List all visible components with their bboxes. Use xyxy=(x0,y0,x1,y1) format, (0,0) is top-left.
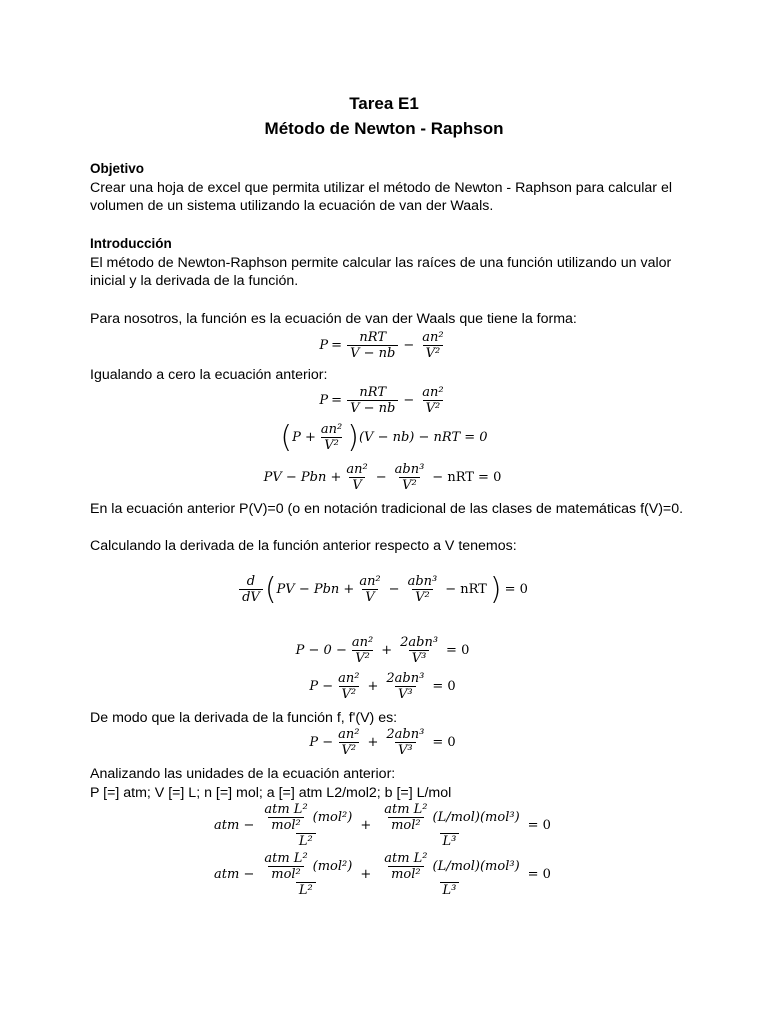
math-term: (mol²) xyxy=(312,859,353,874)
math-term: V² xyxy=(352,650,373,666)
math-term: L³ xyxy=(440,882,460,898)
math-term: nRT xyxy=(359,330,386,345)
paragraph-derivada: Calculando la derivada de la función anterior respecto a V tenemos: xyxy=(90,538,517,554)
equation-derivative-final xyxy=(0,727,768,758)
math-term: V xyxy=(362,589,377,605)
math-term: P xyxy=(319,338,329,353)
math-term: + xyxy=(367,679,379,694)
title-line2: Método de Newton - Raphson xyxy=(264,119,504,138)
math-term: an² xyxy=(320,422,343,437)
equation-vdw xyxy=(0,330,768,361)
math-term: L² xyxy=(296,833,316,849)
math-term xyxy=(397,635,441,666)
unidades-line2: P [=] atm; V [=] L; n [=] mol; a [=] atm L2/mol2; b [=] L/mol xyxy=(90,784,452,801)
math-term: an² xyxy=(346,462,368,477)
math-term xyxy=(261,802,310,833)
math-term xyxy=(383,727,427,758)
math-term xyxy=(319,385,448,416)
math-term xyxy=(256,851,355,898)
math-term xyxy=(296,635,473,666)
math-term: − xyxy=(375,470,387,485)
math-term: nRT xyxy=(359,385,386,400)
math-term: + xyxy=(381,643,393,658)
math-term: V² xyxy=(339,686,360,702)
math-term: = xyxy=(331,393,343,408)
math-term: = xyxy=(331,338,343,353)
paragraph-pv-zero: En la ecuación anterior P(V)=0 (o en notación tradicional de las clases de matemáticas f(V)=0. xyxy=(90,501,684,517)
math-term xyxy=(261,851,310,882)
math-term: P − xyxy=(309,679,334,694)
math-term: + xyxy=(360,818,372,833)
math-term xyxy=(319,330,448,361)
math-term: (L/mol)(mol³) xyxy=(432,810,520,825)
objetivo-heading: Objetivo xyxy=(90,161,145,176)
math-term: V² xyxy=(412,589,433,605)
math-term: V³ xyxy=(395,686,416,702)
introduccion-line1: El método de Newton-Raphson permite calcular las raíces de una función utilizando un valor xyxy=(90,254,672,271)
math-term: + xyxy=(360,867,372,882)
math-term xyxy=(405,574,441,605)
math-term xyxy=(381,802,430,833)
math-term: P xyxy=(319,393,329,408)
math-term: V³ xyxy=(409,650,430,666)
math-term: P − 0 − xyxy=(295,643,347,658)
title-line1: Tarea E1 xyxy=(349,94,419,113)
math-term: P + xyxy=(292,430,316,445)
paragraph-unidades xyxy=(90,765,690,802)
math-term xyxy=(309,671,458,702)
math-term xyxy=(239,574,263,605)
math-term xyxy=(214,802,554,849)
math-term: L³ xyxy=(440,833,460,849)
paragraph-derivada-f: De modo que la derivada de la función f, f'(V) es: xyxy=(90,710,398,726)
math-term: L² xyxy=(296,882,316,898)
math-term: V² xyxy=(399,477,420,493)
math-term xyxy=(237,571,531,607)
math-term: mol² xyxy=(388,866,424,882)
math-term: ) xyxy=(489,571,502,607)
math-term: an² xyxy=(359,574,381,589)
math-term: − nRT = 0 xyxy=(432,470,502,485)
math-term: P − xyxy=(309,735,334,750)
math-term: abn³ xyxy=(394,462,425,477)
objetivo-line2: volumen de un sistema utilizando la ecuación de van der Waals. xyxy=(90,198,494,215)
math-term: atm − xyxy=(214,818,255,833)
math-term: 2abn³ xyxy=(400,635,439,650)
math-term xyxy=(376,802,522,833)
equation-derivative-step1 xyxy=(0,635,768,666)
math-term: mol² xyxy=(268,866,304,882)
equation-expanded xyxy=(0,462,768,493)
objetivo-section xyxy=(90,160,690,216)
math-term: atm L² xyxy=(384,851,428,866)
math-term xyxy=(356,574,383,605)
math-term xyxy=(264,462,505,493)
math-term: = 0 xyxy=(446,643,470,658)
math-term: ( xyxy=(264,571,277,607)
math-term xyxy=(214,851,554,898)
math-term: V² xyxy=(339,742,360,758)
math-term xyxy=(335,671,362,702)
introduccion-heading: Introducción xyxy=(90,236,172,251)
math-term xyxy=(347,330,398,361)
math-term: + xyxy=(367,735,379,750)
equation-units-2 xyxy=(0,851,768,898)
math-term: mol² xyxy=(268,817,304,833)
math-term xyxy=(256,802,355,849)
objetivo-line1: Crear una hoja de excel que permita utilizar el método de Newton - Raphson para calcular el xyxy=(90,179,673,196)
math-term: 2abn³ xyxy=(386,727,425,742)
math-term xyxy=(335,727,362,758)
math-term: ) xyxy=(347,419,359,455)
math-term: − xyxy=(388,582,400,597)
math-term: (L/mol)(mol³) xyxy=(432,859,520,874)
math-term: V³ xyxy=(395,742,416,758)
math-term: = 0 xyxy=(527,818,551,833)
math-term xyxy=(376,851,522,882)
math-term: V² xyxy=(423,345,444,361)
math-term: an² xyxy=(422,385,444,400)
equation-derivative xyxy=(0,571,768,607)
math-term xyxy=(419,385,446,416)
math-term: PV − Pbn + xyxy=(263,470,342,485)
math-term xyxy=(318,422,345,453)
math-term: (V − nb) − nRT = 0 xyxy=(358,430,488,445)
math-term xyxy=(383,671,427,702)
math-term: atm L² xyxy=(264,802,308,817)
math-term: − nRT xyxy=(445,582,487,597)
math-term xyxy=(349,635,376,666)
math-term: atm − xyxy=(214,867,255,882)
equation-derivative-step2 xyxy=(0,671,768,702)
math-term: atm L² xyxy=(384,802,428,817)
math-term: V² xyxy=(321,437,342,453)
math-term: an² xyxy=(351,635,374,650)
math-term: an² xyxy=(338,671,360,686)
math-term xyxy=(280,419,488,455)
math-term: = 0 xyxy=(527,867,551,882)
math-term xyxy=(256,802,355,833)
equation-units-1 xyxy=(0,802,768,849)
math-term: an² xyxy=(338,727,360,742)
math-term: V − nb xyxy=(347,345,398,361)
equation-vdw-zero xyxy=(0,419,768,455)
math-term xyxy=(343,462,370,493)
math-term: = 0 xyxy=(432,735,456,750)
math-term xyxy=(392,462,428,493)
math-term: abn³ xyxy=(407,574,438,589)
math-term xyxy=(309,727,458,758)
equation-vdw-repeat xyxy=(0,385,768,416)
math-term xyxy=(256,851,355,882)
math-term: 2abn³ xyxy=(386,671,425,686)
math-term: dV xyxy=(239,589,263,605)
math-term: − xyxy=(403,338,415,353)
unidades-line1: Analizando las unidades de la ecuación anterior: xyxy=(90,766,396,782)
math-term: atm L² xyxy=(264,851,308,866)
math-term: mol² xyxy=(388,817,424,833)
math-term: an² xyxy=(422,330,444,345)
math-term: V² xyxy=(423,400,444,416)
math-term: d xyxy=(246,574,256,589)
math-term xyxy=(419,330,446,361)
math-term: PV − Pbn + xyxy=(276,582,355,597)
math-term: V xyxy=(349,477,364,493)
introduccion-line2: inicial y la derivada de la función. xyxy=(90,273,299,290)
math-term xyxy=(376,802,522,849)
math-term: = 0 xyxy=(432,679,456,694)
math-term: ( xyxy=(280,419,293,455)
introduccion-section xyxy=(90,235,690,291)
math-term xyxy=(376,851,522,898)
math-term: − xyxy=(403,393,415,408)
math-term: (mol²) xyxy=(312,810,353,825)
math-term xyxy=(347,385,398,416)
math-term: = 0 xyxy=(504,582,528,597)
math-term: V − nb xyxy=(347,400,398,416)
paragraph-igualando: Igualando a cero la ecuación anterior: xyxy=(90,367,328,383)
math-term xyxy=(381,851,430,882)
paragraph-vdw-form: Para nosotros, la función es la ecuación de van der Waals que tiene la forma: xyxy=(90,311,577,327)
